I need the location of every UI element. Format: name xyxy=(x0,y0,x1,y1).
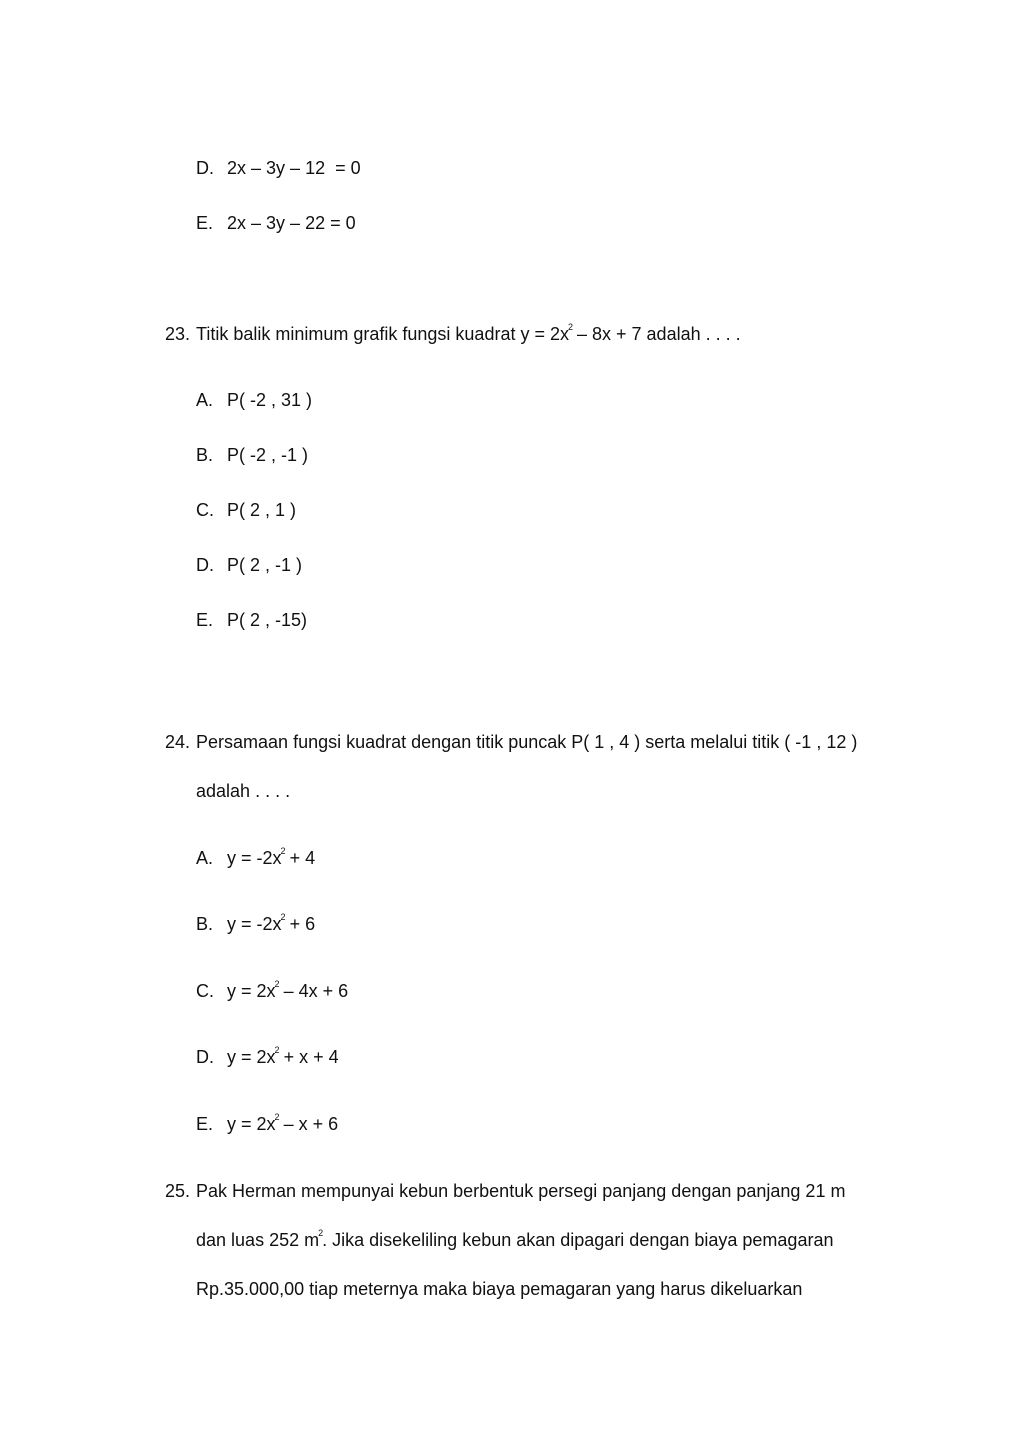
question-stem: Pak Herman mempunyai kebun berbentuk persegi panjang dengan panjang 21 m xyxy=(196,1181,846,1201)
q23-option-b xyxy=(186,422,308,466)
q24-stem-line2 xyxy=(186,758,290,802)
option-text: y = 2x xyxy=(227,1047,276,1067)
option-label: E. xyxy=(196,213,214,233)
exponent: 2 xyxy=(274,1045,280,1055)
exponent: 2 xyxy=(280,846,286,856)
q24-option-b xyxy=(186,891,315,935)
option-text: – x + 6 xyxy=(278,1114,339,1134)
q23-stem xyxy=(155,301,741,345)
option-text: P( 2 , 1 ) xyxy=(227,500,297,520)
option-text: + x + 4 xyxy=(278,1047,339,1067)
question-number: 23. xyxy=(165,324,191,344)
question-number: 25. xyxy=(165,1181,191,1201)
exponent: 2 xyxy=(274,1112,280,1122)
option-text: – 4x + 6 xyxy=(278,981,349,1001)
option-label: D. xyxy=(196,158,215,178)
option-label: D. xyxy=(196,555,215,575)
question-stem: Persamaan fungsi kuadrat dengan titik puncak P( 1 , 4 ) serta melalui titik ( -1 , 12 ) xyxy=(196,732,858,752)
option-label: A. xyxy=(196,390,214,410)
q23-option-d xyxy=(186,532,302,576)
option-label: C. xyxy=(196,981,215,1001)
option-text: P( 2 , -15) xyxy=(227,610,308,630)
q23-option-a xyxy=(186,367,312,411)
option-text: + 6 xyxy=(284,914,316,934)
exponent: 2 xyxy=(318,1228,324,1238)
q24-option-e xyxy=(186,1091,338,1135)
option-label: C. xyxy=(196,500,215,520)
q23-option-c xyxy=(186,477,296,521)
q24-option-a xyxy=(186,825,315,869)
q25-stem-line2 xyxy=(186,1207,833,1251)
question-stem-part: Titik balik minimum grafik fungsi kuadrat y = 2x xyxy=(196,324,569,344)
option-text: y = -2x xyxy=(227,914,282,934)
option-text: y = -2x xyxy=(227,848,282,868)
option-text: P( -2 , -1 ) xyxy=(227,445,309,465)
q24-option-d xyxy=(186,1024,339,1068)
option-text: 2x – 3y – 22 = 0 xyxy=(227,213,356,233)
question-number: 24. xyxy=(165,732,191,752)
exponent: 2 xyxy=(567,322,573,332)
q24-option-c xyxy=(186,958,348,1002)
q22-option-d xyxy=(186,135,361,179)
option-label: D. xyxy=(196,1047,215,1067)
question-stem: Rp.35.000,00 tiap meternya maka biaya pemagaran yang harus dikeluarkan xyxy=(196,1279,803,1299)
q25-stem-line1 xyxy=(155,1158,845,1202)
q23-option-e xyxy=(186,587,307,631)
option-text: P( 2 , -1 ) xyxy=(227,555,303,575)
option-label: B. xyxy=(196,914,214,934)
option-label: E. xyxy=(196,610,214,630)
exponent: 2 xyxy=(280,912,286,922)
question-stem-part: – 8x + 7 adalah . . . . xyxy=(572,324,741,344)
question-stem-part: dan luas 252 m xyxy=(196,1230,320,1250)
option-text: P( -2 , 31 ) xyxy=(227,390,313,410)
option-label: A. xyxy=(196,848,214,868)
option-label: B. xyxy=(196,445,214,465)
option-text: + 4 xyxy=(284,848,316,868)
q24-stem-line1 xyxy=(155,709,857,753)
option-text: y = 2x xyxy=(227,981,276,1001)
option-text: y = 2x xyxy=(227,1114,276,1134)
q25-stem-line3 xyxy=(186,1256,802,1300)
question-stem: adalah . . . . xyxy=(196,781,291,801)
question-stem-part: . Jika disekeliling kebun akan dipagari dengan biaya pemagaran xyxy=(322,1230,834,1250)
q22-option-e xyxy=(186,190,356,234)
exponent: 2 xyxy=(274,979,280,989)
option-text: 2x – 3y – 12 = 0 xyxy=(227,158,361,178)
option-label: E. xyxy=(196,1114,214,1134)
